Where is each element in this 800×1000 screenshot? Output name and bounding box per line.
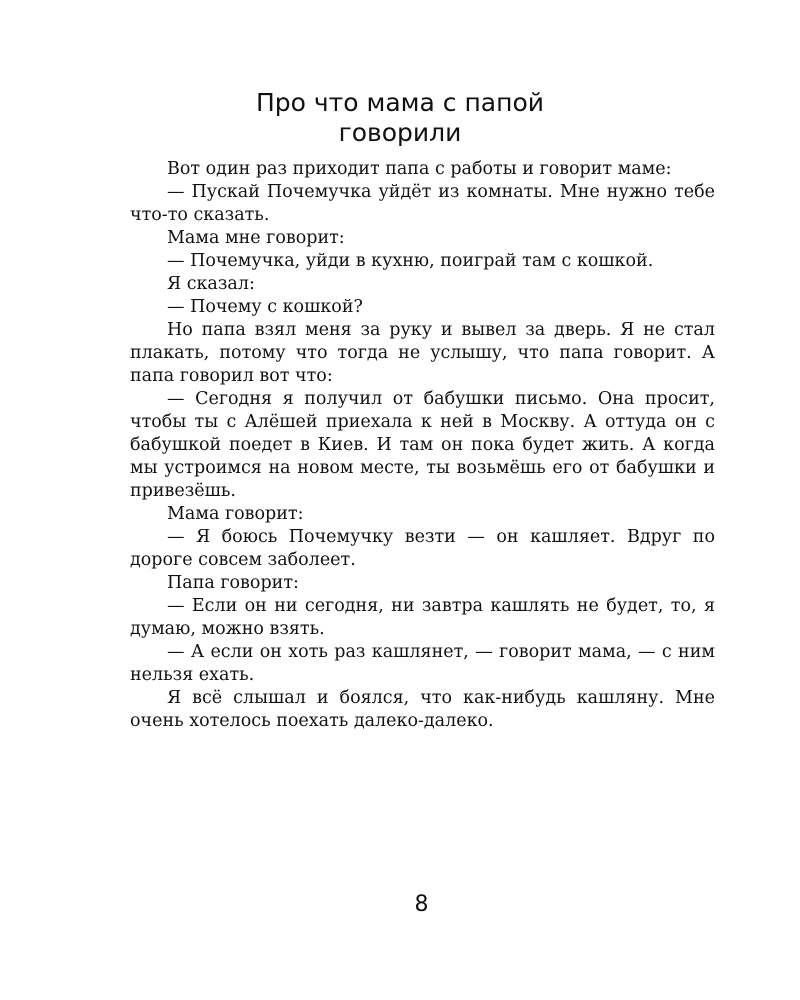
chapter-title-line-1: Про что мама с папой bbox=[255, 88, 545, 117]
chapter-title bbox=[0, 88, 800, 148]
chapter-title-line-2: говорили bbox=[338, 118, 462, 147]
paragraph: Мама мне говорит: bbox=[167, 228, 345, 248]
paragraph: — Пускай Почемучка уйдёт из комнаты. Мне нужно тебе что-то сказать. bbox=[130, 182, 715, 225]
paragraph: — Я боюсь Почемучку везти — он кашляет. Вдруг по дороге совсем заболеет. bbox=[130, 527, 715, 570]
paragraph: — А если он хоть раз кашлянет, — говорит мама, — с ним нельзя ехать. bbox=[130, 642, 715, 685]
paragraph: Я сказал: bbox=[167, 274, 255, 294]
paragraph: Папа говорит: bbox=[167, 573, 299, 593]
page-number: 8 bbox=[414, 892, 429, 917]
paragraph: — Если он ни сегодня, ни завтра кашлять не будет, то, я думаю, можно взять. bbox=[130, 596, 715, 639]
paragraph: — Сегодня я получил от бабушки письмо. Она просит, чтобы ты с Алёшей приехала к ней в Москву. А оттуда он с бабушкой поедет в Киев. И там он пока будет жить. А когда мы устроимся на новом месте, ты возьмёшь его от бабушки и привезёшь. bbox=[130, 389, 715, 501]
paragraph: — Почемучка, уйди в кухню, поиграй там с кошкой. bbox=[167, 251, 654, 271]
paragraph: Вот один раз приходит папа с работы и говорит маме: bbox=[167, 159, 672, 179]
paragraph: — Почему с кошкой? bbox=[167, 297, 363, 317]
paragraph: Мама говорит: bbox=[167, 504, 304, 524]
paragraph: Я всё слышал и боялся, что как-нибудь кашляну. Мне очень хотелось поехать далеко-далеко. bbox=[130, 688, 715, 731]
chapter-body bbox=[130, 158, 715, 733]
paragraph: Но папа взял меня за руку и вывел за дверь. Я не стал плакать, потому что тогда не услышу, что папа говорит. А папа говорил вот что: bbox=[130, 320, 715, 386]
